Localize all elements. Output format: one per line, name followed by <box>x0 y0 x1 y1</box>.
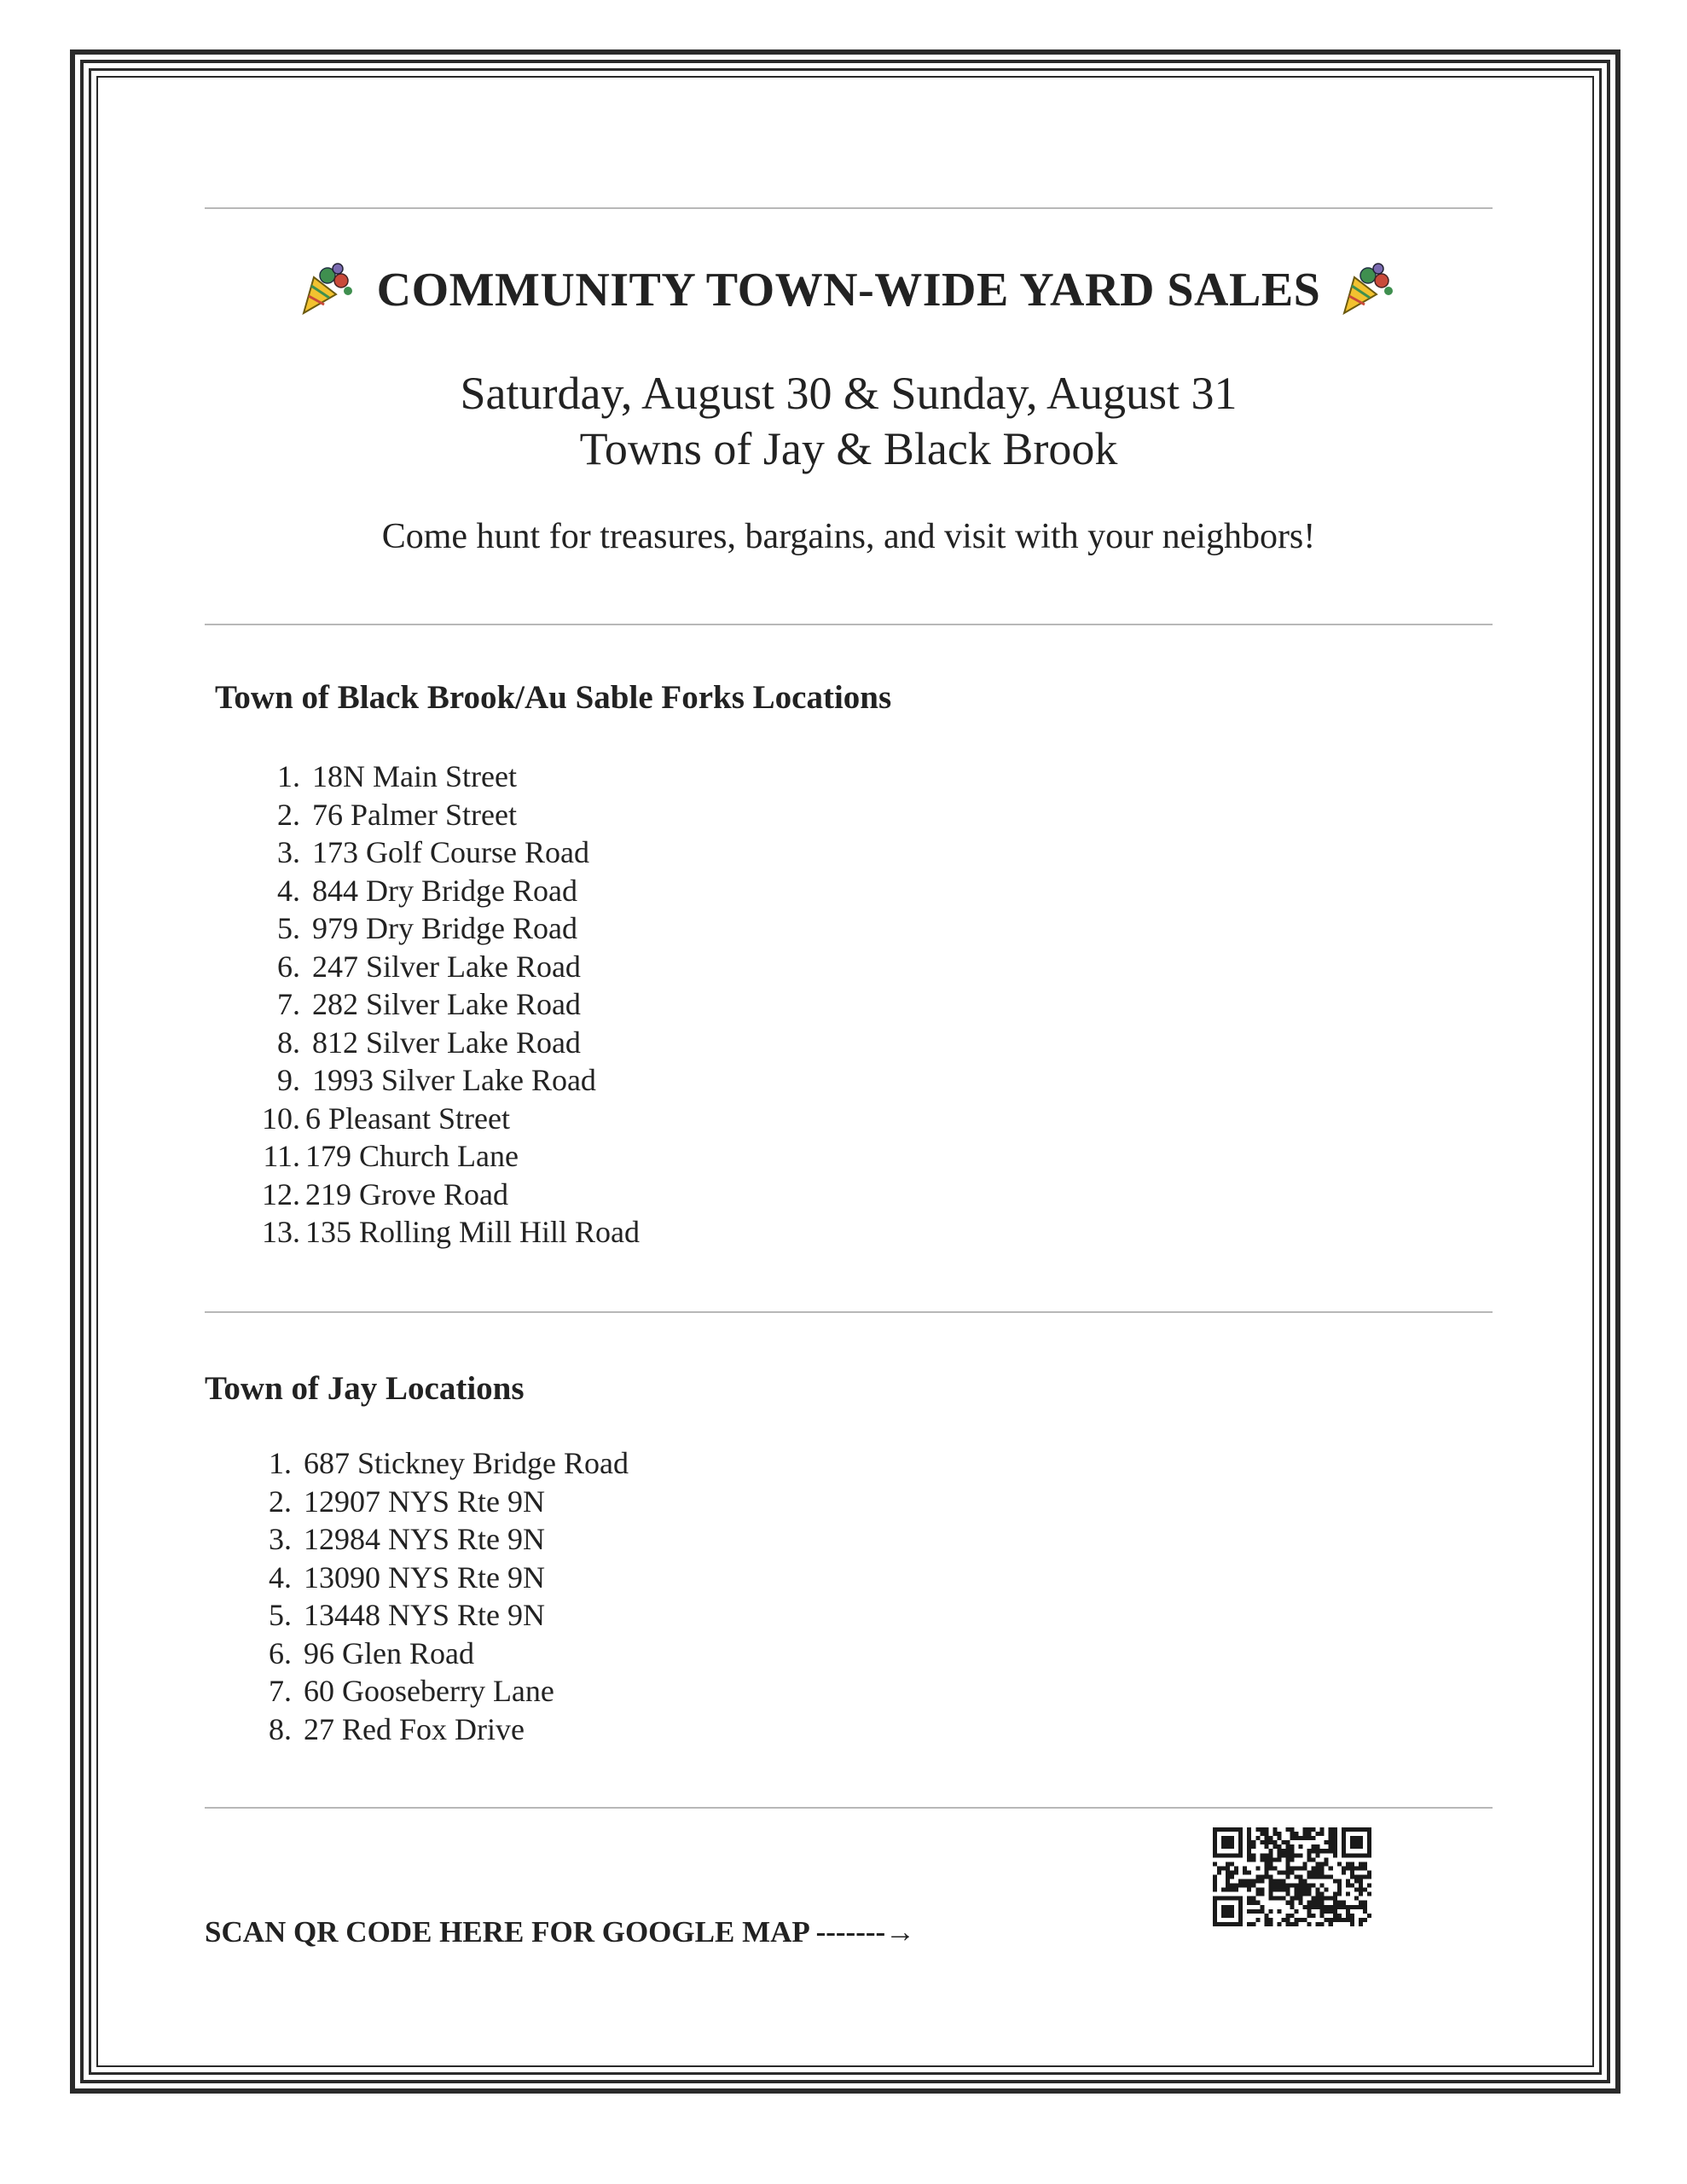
item-address: 96 Glen Road <box>304 1635 474 1670</box>
divider-middle <box>205 1311 1493 1313</box>
item-address: 12907 NYS Rte 9N <box>304 1484 546 1519</box>
item-number: 6. <box>277 949 300 984</box>
flyer-title: COMMUNITY TOWN-WIDE YARD SALES <box>376 264 1321 317</box>
event-tagline: Come hunt for treasures, bargains, and visit with your neighbors! <box>381 517 1316 556</box>
divider-after-header <box>205 624 1493 625</box>
item-address: 179 Church Lane <box>305 1139 519 1173</box>
item-number: 13. <box>262 1215 300 1249</box>
list-item <box>242 1520 629 1559</box>
party-hat-icon <box>299 260 358 320</box>
list-item <box>242 1596 629 1635</box>
item-number: 8. <box>269 1711 292 1746</box>
black-brook-heading: Town of Black Brook/Au Sable Forks Locations <box>215 679 892 716</box>
item-address: 12984 NYS Rte 9N <box>304 1522 546 1556</box>
qr-code-icon[interactable] <box>1213 1827 1371 1926</box>
item-address: 135 Rolling Mill Hill Road <box>305 1215 641 1249</box>
item-number: 7. <box>269 1674 292 1708</box>
list-item <box>251 834 640 872</box>
list-item <box>251 948 640 986</box>
party-hat-icon <box>1339 260 1399 320</box>
item-number: 7. <box>277 987 300 1021</box>
list-item <box>242 1444 629 1483</box>
item-number: 8. <box>277 1025 300 1060</box>
event-dates: Saturday, August 30 & Sunday, August 31 <box>460 368 1238 419</box>
item-number: 9. <box>277 1063 300 1097</box>
item-address: 13090 NYS Rte 9N <box>304 1560 546 1594</box>
item-number: 4. <box>269 1560 292 1594</box>
item-address: 6 Pleasant Street <box>305 1101 510 1136</box>
list-item <box>251 1024 640 1062</box>
item-address: 76 Palmer Street <box>312 797 517 832</box>
item-address: 687 Stickney Bridge Road <box>304 1446 629 1480</box>
item-number: 3. <box>277 835 300 869</box>
item-number: 5. <box>277 911 300 945</box>
item-address: 219 Grove Road <box>305 1176 508 1211</box>
list-item <box>242 1635 629 1673</box>
item-number: 12. <box>262 1176 300 1211</box>
item-number: 1. <box>269 1446 292 1480</box>
item-number: 5. <box>269 1598 292 1632</box>
scan-qr-instruction: SCAN QR CODE HERE FOR GOOGLE MAP -------→ <box>205 1915 916 1949</box>
item-number: 2. <box>269 1484 292 1519</box>
jay-locations <box>242 1444 629 1748</box>
divider-top <box>205 207 1493 209</box>
item-address: 844 Dry Bridge Road <box>312 873 577 908</box>
list-item <box>251 872 640 910</box>
item-address: 979 Dry Bridge Road <box>312 911 577 945</box>
divider-bottom <box>205 1807 1493 1809</box>
list-item <box>251 1100 640 1138</box>
jay-heading: Town of Jay Locations <box>205 1370 525 1407</box>
list-item <box>251 985 640 1024</box>
list-item <box>251 758 640 796</box>
item-address: 27 Red Fox Drive <box>304 1711 525 1746</box>
item-number: 11. <box>263 1139 300 1173</box>
list-item <box>251 796 640 834</box>
list-item <box>251 1213 640 1252</box>
item-number: 6. <box>269 1635 292 1670</box>
list-item <box>251 909 640 948</box>
item-address: 13448 NYS Rte 9N <box>304 1598 546 1632</box>
item-address: 173 Golf Course Road <box>312 835 589 869</box>
list-item <box>251 1176 640 1214</box>
item-address: 812 Silver Lake Road <box>312 1025 581 1060</box>
list-item <box>251 1137 640 1176</box>
item-number: 4. <box>277 873 300 908</box>
item-address: 247 Silver Lake Road <box>312 949 581 984</box>
black-brook-locations <box>251 758 640 1252</box>
list-item <box>242 1559 629 1597</box>
list-item <box>242 1483 629 1521</box>
item-number: 3. <box>269 1522 292 1556</box>
title-row <box>205 260 1493 320</box>
item-address: 60 Gooseberry Lane <box>304 1674 554 1708</box>
list-item <box>242 1672 629 1711</box>
item-number: 10. <box>262 1101 300 1136</box>
item-address: 18N Main Street <box>312 759 517 793</box>
event-towns: Towns of Jay & Black Brook <box>579 423 1118 474</box>
item-address: 1993 Silver Lake Road <box>312 1063 596 1097</box>
list-item <box>251 1061 640 1100</box>
item-number: 2. <box>277 797 300 832</box>
item-address: 282 Silver Lake Road <box>312 987 581 1021</box>
item-number: 1. <box>277 759 300 793</box>
list-item <box>242 1711 629 1749</box>
